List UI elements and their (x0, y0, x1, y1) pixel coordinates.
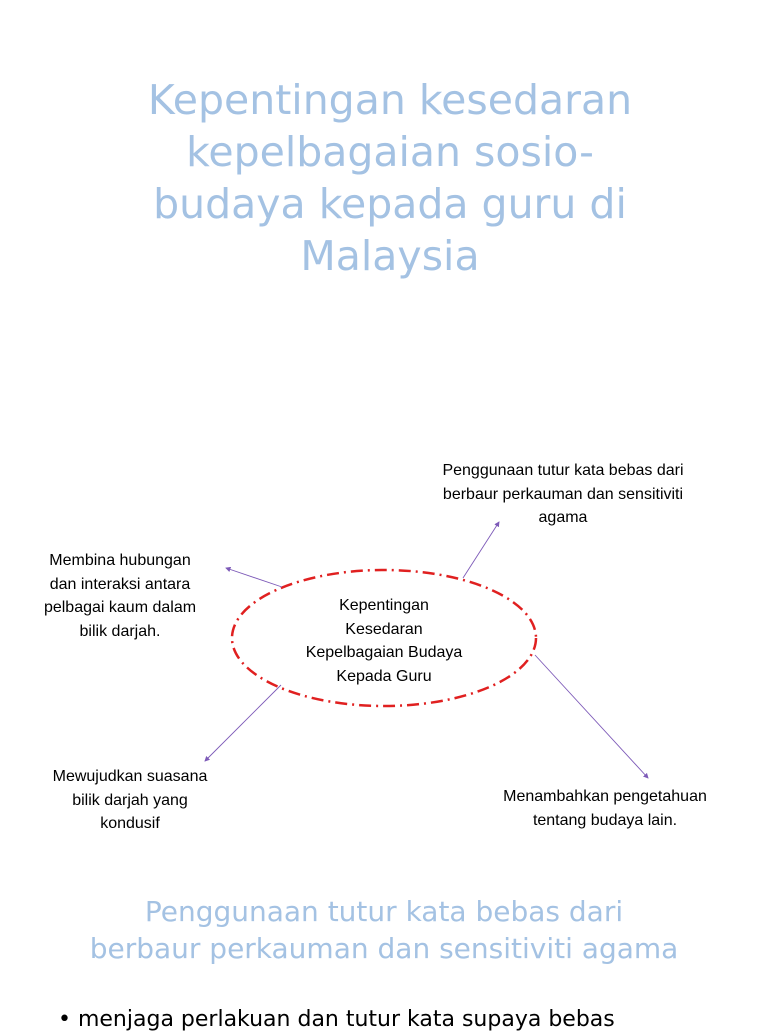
node-line: bilik darjah yang (72, 791, 188, 809)
center-line: Kepelbagaian Budaya (305, 644, 463, 661)
connector-top-right (463, 522, 499, 578)
center-node (274, 594, 494, 688)
node-line: pelbagai kaum dalam (43, 599, 197, 616)
center-line: Kesedaran (345, 620, 423, 638)
title-line: kepelbagaian sosio- (186, 128, 594, 176)
center-line: Kepentingan (339, 597, 429, 614)
node-line: Penggunaan tutur kata bebas dari (442, 462, 684, 479)
node-line: Membina hubungan (49, 552, 191, 569)
node-bottom-right (474, 785, 736, 832)
node-line: kondusif (100, 815, 160, 832)
title-line: Malaysia (300, 232, 480, 280)
center-line: Kepada Guru (336, 667, 432, 685)
title-line: budaya kepada guru di (153, 180, 627, 228)
section-heading (30, 893, 738, 967)
node-line: Mewujudkan suasana (52, 768, 208, 785)
connector-left (226, 568, 282, 587)
title-line: Kepentingan kesedaran (147, 76, 633, 124)
node-top-right (405, 459, 721, 530)
node-line: tentang budaya lain. (532, 811, 678, 829)
node-line: agama (538, 509, 588, 526)
node-left (20, 549, 220, 643)
node-line: Menambahkan pengetahuan (503, 788, 707, 805)
node-line: berbaur perkauman dan sensitiviti (442, 485, 684, 503)
section-heading-line: berbaur perkauman dan sensitiviti agama (89, 932, 679, 965)
connector-bottom-right (535, 655, 648, 778)
section-heading-line: Penggunaan tutur kata bebas dari (144, 895, 624, 928)
node-line: bilik darjah. (79, 622, 161, 640)
connector-bottom-left (205, 685, 281, 761)
node-line: dan interaksi antara (49, 575, 191, 593)
node-bottom-left (25, 765, 235, 836)
bullet-item: • menjaga perlakuan dan tutur kata supaya bebas (58, 1007, 615, 1032)
